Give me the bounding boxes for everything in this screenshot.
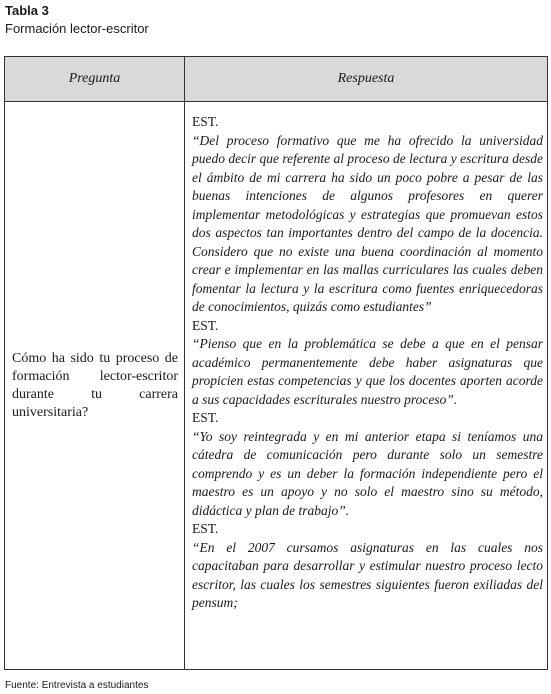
response-block	[192, 317, 543, 410]
table-number: Tabla 3	[5, 3, 49, 18]
response-quote: “Del proceso formativo que me ha ofrecido la universidad puedo decir que referente al proceso de lectura y escritura desde el ámbito de mi carrera ha sido un poco pobre a pesar de las buenas intenciones de algunos profesores en querer implementar metodológicas y estrategias que promuevan estos dos aspectos tan importantes dentro del campo de la docencia. Considero que no existe una buena coordinación al momento crear e implementar en las mallas curriculares las cuales deben fomentar la lectura y la escritura como fuentes enriquecedoras de conocimientos, quizás como estudiantes”	[192, 132, 543, 314]
table-source: Fuente: Entrevista a estudiantes	[5, 680, 149, 691]
header-question: Pregunta	[5, 57, 185, 102]
response-speaker: EST.	[192, 114, 219, 129]
interview-table	[4, 56, 548, 670]
response-speaker: EST.	[192, 317, 219, 333]
response-speaker: EST.	[192, 521, 219, 536]
question-cell: Cómo ha sido tu proceso de formación lector-escritor durante tu carrera universitaria?	[5, 102, 185, 670]
response-quote: “En el 2007 cursamos asignaturas en las cuales nos capacitaban para desarrollar y estimular nuestro proceso lecto escritor, las cuales los semestres siguientes fueron exiliadas del pensum;	[192, 539, 543, 610]
response-block	[192, 113, 543, 317]
table-header-row	[5, 57, 548, 102]
response-block	[192, 409, 543, 520]
table-row	[5, 102, 548, 670]
answer-cell	[185, 102, 548, 670]
response-quote: “Yo soy reintegrada y en mi anterior etapa si teníamos una cátedra de comunicación pero durante solo un semestre comprendo y es un deber la formación independiente pero el maestro es un apoyo y no solo el maestro sino su método, didáctica y plan de trabajo”.	[192, 428, 543, 518]
response-block	[192, 520, 543, 613]
table-title: Formación lector-escritor	[5, 21, 149, 36]
response-speaker: EST.	[192, 410, 219, 425]
header-answer: Respuesta	[185, 57, 548, 102]
response-quote: “Pienso que en la problemática se debe a que en el pensar académico permanentemente debe haber asignaturas que propicien estas competencias y que los docentes aporten acorde a sus capacidades escriturales nuestro proceso”.	[192, 336, 543, 407]
